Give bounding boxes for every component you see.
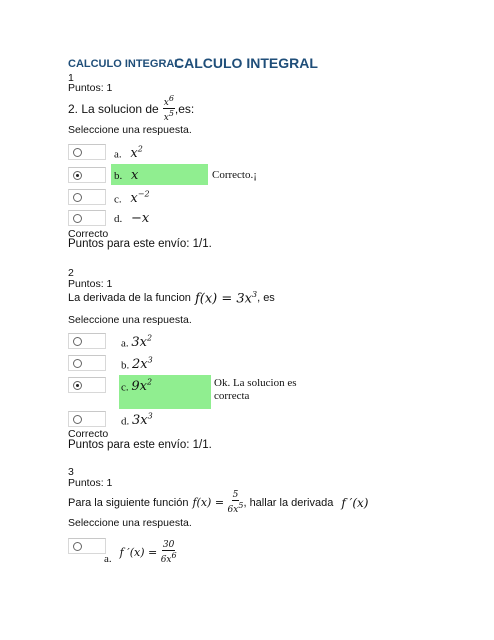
q1-option-d[interactable]: d. −x: [114, 211, 150, 226]
q3-derivative-symbol: f ′(x): [341, 495, 369, 510]
q3-option-a-box[interactable]: [68, 538, 106, 554]
q1-prompt-prefix: 2. La solucion de: [68, 101, 159, 116]
q1-radio-d[interactable]: [73, 214, 82, 223]
q1-option-b[interactable]: b. x: [114, 168, 139, 183]
q2-radio-c[interactable]: [73, 381, 82, 390]
q2-option-d[interactable]: d. $3x^3$: [121, 412, 153, 429]
q1-option-c[interactable]: c. $x^{-2}$: [114, 190, 150, 207]
q1-points: Puntos: 1: [68, 82, 113, 94]
q2-prompt-suffix: , es: [257, 292, 275, 305]
q2-option-c-box[interactable]: [68, 377, 106, 393]
q2-function: $f(x) = 3x^3$: [194, 290, 258, 307]
q3-prompt-prefix: Para la siguiente función: [68, 496, 189, 509]
page-title-small: CALCULO INTEGRAL: [68, 58, 182, 70]
q2-result: Correcto: [68, 428, 109, 440]
q1-fraction: $\frac{x^6}{x^5}$: [163, 94, 174, 123]
q2-feedback: Ok. La solucion es correcta: [214, 377, 297, 402]
q1-result: Correcto: [68, 228, 109, 240]
q1-feedback: Correcto.¡: [212, 169, 257, 181]
q2-radio-a[interactable]: [73, 337, 82, 346]
q2-score: Puntos para este envío: 1/1.: [68, 439, 212, 451]
q2-number: 2: [68, 267, 74, 279]
q2-option-d-box[interactable]: [68, 411, 106, 427]
q1-option-d-box[interactable]: [68, 210, 106, 226]
q2-option-b[interactable]: b. $2x^3$: [121, 356, 153, 373]
q1-prompt-suffix: ,es:: [174, 101, 195, 116]
q1-prompt: [68, 94, 194, 123]
q1-score: Puntos para este envío: 1/1.: [68, 238, 212, 250]
q1-option-c-box[interactable]: [68, 189, 106, 205]
q3-prompt: [68, 490, 368, 515]
q1-radio-b[interactable]: [73, 171, 82, 180]
q3-points: Puntos: 1: [68, 477, 113, 489]
q1-number: 1: [68, 72, 74, 84]
q3-function: f(x) = $\frac{5}{6x^5}$: [192, 490, 244, 515]
q1-option-b-box[interactable]: [68, 167, 106, 183]
q3-option-a[interactable]: a. f ′(x) = $\frac{30}{6x^6}$: [104, 540, 177, 565]
q2-points: Puntos: 1: [68, 278, 113, 290]
q2-radio-b[interactable]: [73, 359, 82, 368]
q3-select-label: Seleccione una respuesta.: [68, 517, 192, 529]
q2-radio-d[interactable]: [73, 415, 82, 424]
q3-option-a-formula: f ′(x) = $\frac{30}{6x^6}$: [119, 540, 177, 565]
q2-option-c[interactable]: c. $9x^2$: [121, 378, 153, 395]
q2-option-b-box[interactable]: [68, 355, 106, 371]
q3-prompt-middle: , hallar la derivada: [243, 496, 334, 509]
q1-radio-c[interactable]: [73, 193, 82, 202]
q1-radio-a[interactable]: [73, 148, 82, 157]
q2-prompt: [68, 290, 275, 306]
q1-select-label: Seleccione una respuesta.: [68, 124, 192, 136]
q1-option-a[interactable]: a. $x^2$: [114, 145, 143, 162]
q2-select-label: Seleccione una respuesta.: [68, 314, 192, 326]
page-title-big: CALCULO INTEGRAL: [174, 55, 318, 71]
q2-option-a[interactable]: a. $3x^2$: [121, 334, 153, 351]
q2-option-a-box[interactable]: [68, 333, 106, 349]
q1-option-a-box[interactable]: [68, 144, 106, 160]
q3-number: 3: [68, 466, 74, 478]
q3-radio-a[interactable]: [73, 542, 82, 551]
q2-prompt-prefix: La derivada de la funcion: [68, 292, 191, 305]
